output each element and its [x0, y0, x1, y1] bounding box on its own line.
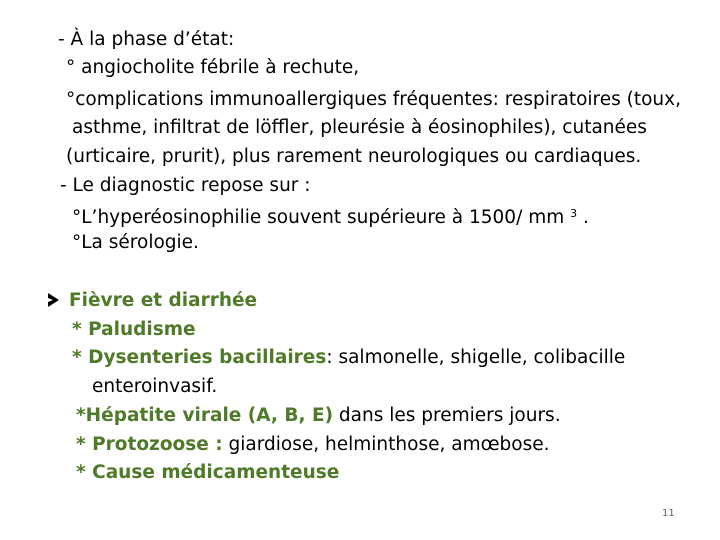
item-label: * Dysenteries bacillaires — [72, 347, 327, 368]
item-text: dans les premiers jours. — [333, 405, 561, 426]
item-text: giardiose, helminthose, amœbose. — [222, 434, 550, 455]
item-label: * Protozoose : — [76, 434, 223, 455]
text-line: (urticaire, prurit), plus rarement neurologiques ou cardiaques. — [66, 146, 642, 167]
text-line — [72, 202, 589, 230]
page-number: 11 — [662, 508, 675, 519]
text-line: ° angiocholite fébrile à rechute, — [66, 57, 360, 78]
text-line: asthme, infiltrat de löffler, pleurésie à éosinophiles), cutanées — [72, 117, 647, 138]
text-line: °complications immunoallergiques fréquentes: respiratoires (toux, — [66, 89, 681, 110]
item-dysenteries — [72, 346, 625, 370]
phase-heading: - À la phase d’état: — [58, 29, 235, 50]
item-continuation: enteroinvasif. — [92, 376, 218, 397]
fever-heading: Fièvre et diarrhée — [69, 290, 258, 311]
item-medicamenteuse: * Cause médicamenteuse — [76, 462, 340, 483]
fever-heading-row — [48, 289, 257, 313]
item-paludisme: * Paludisme — [72, 319, 196, 340]
text-line: °La sérologie. — [72, 232, 199, 253]
item-text: : salmonelle, shigelle, colibacille — [326, 347, 626, 368]
item-label: *Hépatite virale (A, B, E) — [76, 405, 334, 426]
item-hepatite — [76, 404, 561, 428]
superscript: 3 — [570, 207, 578, 220]
line-end: . — [577, 207, 589, 228]
line-main: °L’hyperéosinophilie souvent supérieure à 1500/ mm — [72, 207, 571, 228]
item-protozoose — [76, 433, 549, 457]
diagnostic-heading: - Le diagnostic repose sur : — [60, 175, 311, 196]
arrow-bullet-icon — [48, 293, 59, 307]
